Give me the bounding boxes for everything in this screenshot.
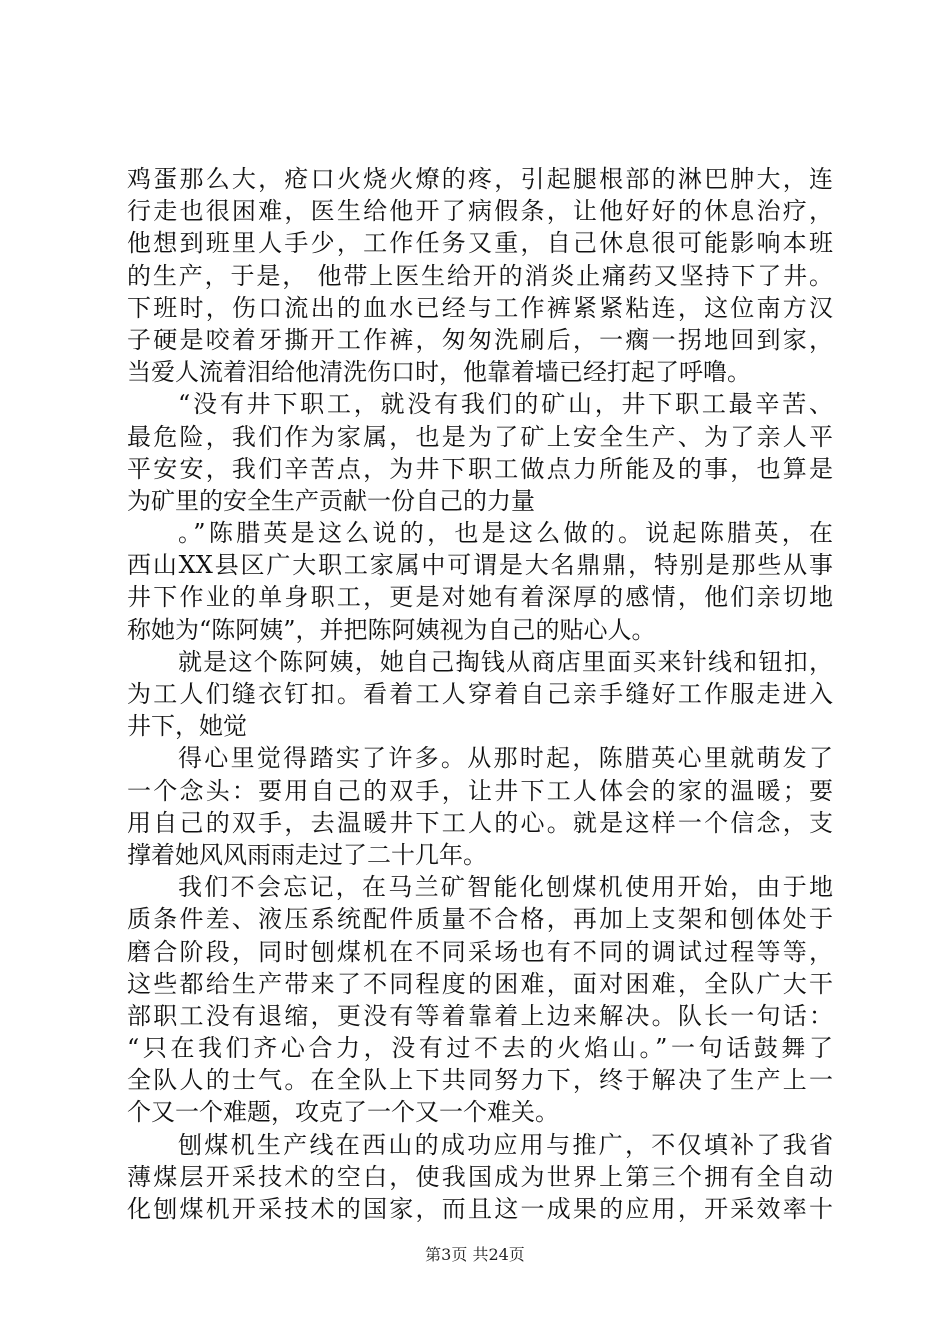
text-line: 为矿里的安全生产贡献一份自己的力量 bbox=[127, 486, 535, 515]
text-line: 子硬是咬着牙撕开工作裤，匆匆洗刷后，一瘸一拐地回到家， bbox=[127, 325, 833, 354]
text-line: 就是这个陈阿姨，她自己掏钱从商店里面买来针线和钮扣， bbox=[178, 647, 833, 676]
text-line: 部职工没有退缩，更没有等着靠着上边来解决。队长一句话： bbox=[127, 1001, 833, 1030]
text-line: 。”陈腊英是这么说的，也是这么做的。说起陈腊英，在 bbox=[178, 519, 833, 548]
text-line: 质条件差、液压系统配件质量不合格，再加上支架和刨体处于 bbox=[127, 905, 833, 934]
text-line: 称她为“陈阿姨”，并把陈阿姨视为自己的贴心人。 bbox=[127, 615, 656, 644]
text-line: 行走也很困难，医生给他开了病假条，让他好好的休息治疗， bbox=[127, 197, 833, 226]
text-line: 当爱人流着泪给他清洗伤口时，他靠着墙已经打起了呼噜。 bbox=[127, 358, 751, 387]
text-line: 用自己的双手，去温暖井下工人的心。就是这样一个信念，支 bbox=[127, 808, 833, 837]
text-line: 薄煤层开采技术的空白，使我国成为世界上第三个拥有全自动 bbox=[127, 1162, 833, 1191]
text-line: 井下，她觉 bbox=[127, 712, 247, 741]
text-line: 撑着她风风雨雨走过了二十几年。 bbox=[127, 840, 487, 869]
text-line: 这些都给生产带来了不同程度的困难，面对困难，全队广大干 bbox=[127, 969, 833, 998]
text-line: “没有井下职工，就没有我们的矿山，井下职工最辛苦、 bbox=[178, 390, 833, 419]
text-line: 化刨煤机开采技术的国家，而且这一成果的应用，开采效率十 bbox=[127, 1195, 833, 1223]
body-text bbox=[127, 163, 833, 1225]
text-line: 一个念头：要用自己的双手，让井下工人体会的家的温暖；要 bbox=[127, 776, 833, 805]
text-line: 的生产，于是， 他带上医生给开的消炎止痛药又坚持下了井。 bbox=[127, 261, 833, 290]
page-footer: 第3页 共24页 bbox=[425, 1245, 525, 1264]
text-line: 磨合阶段，同时刨煤机在不同采场也有不同的调试过程等等， bbox=[127, 937, 833, 966]
text-line: 井下作业的单身职工，更是对她有着深厚的感情，他们亲切地 bbox=[127, 583, 833, 612]
text-line: 刨煤机生产线在西山的成功应用与推广，不仅填补了我省 bbox=[178, 1130, 833, 1159]
text-line: 全队人的士气。在全队上下共同努力下，终于解决了生产上一 bbox=[127, 1066, 833, 1095]
text-line: 平安安，我们辛苦点，为井下职工做点力所能及的事，也算是 bbox=[127, 454, 833, 483]
text-line: 我们不会忘记，在马兰矿智能化刨煤机使用开始，由于地 bbox=[178, 873, 833, 902]
text-line: 他想到班里人手少，工作任务又重，自己休息很可能影响本班 bbox=[127, 229, 833, 258]
text-line: 下班时，伤口流出的血水已经与工作裤紧紧粘连，这位南方汉 bbox=[127, 293, 833, 322]
text-line: “只在我们齐心合力，没有过不去的火焰山。”一句话鼓舞了 bbox=[127, 1034, 833, 1063]
text-line: 鸡蛋那么大，疮口火烧火燎的疼，引起腿根部的淋巴肿大，连 bbox=[127, 165, 833, 193]
text-line: 西山XX县区广大职工家属中可谓是大名鼎鼎，特别是那些从事 bbox=[127, 551, 833, 580]
text-line: 为工人们缝衣钉扣。看着工人穿着自己亲手缝好工作服走进入 bbox=[127, 680, 833, 708]
text-line: 得心里觉得踏实了许多。从那时起，陈腊英心里就萌发了 bbox=[178, 744, 833, 773]
text-line: 最危险，我们作为家属，也是为了矿上安全生产、为了亲人平 bbox=[127, 422, 833, 451]
text-line: 个又一个难题，攻克了一个又一个难关。 bbox=[127, 1098, 559, 1127]
